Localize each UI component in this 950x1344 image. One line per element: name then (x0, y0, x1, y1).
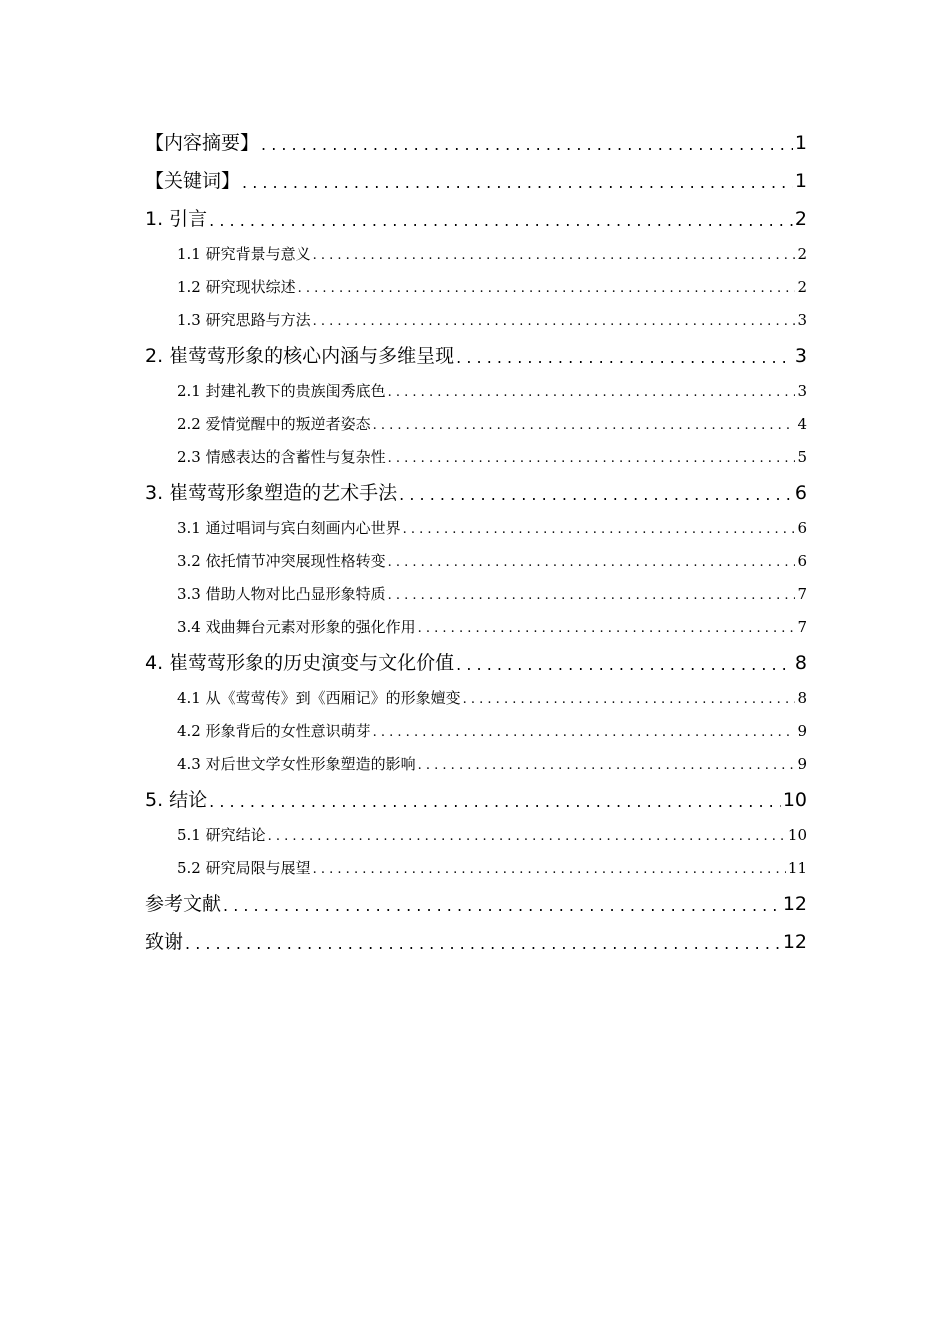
toc-entry-title: 5.1 研究结论 (177, 826, 266, 844)
toc-entry-page: 7 (797, 585, 807, 603)
toc-entry-section-4-1[interactable] (145, 673, 807, 706)
toc-entry-chapter-2[interactable] (145, 328, 807, 366)
toc-entry-page: 8 (797, 689, 807, 707)
toc-entry-title: 3. 崔莺莺形象塑造的艺术手法 (145, 482, 398, 504)
toc-entry-page: 5 (797, 448, 807, 466)
dot-leader (185, 936, 781, 952)
toc-entry-page: 1 (794, 170, 807, 192)
dot-leader (242, 175, 793, 191)
dot-leader (456, 350, 793, 366)
toc-entry-title: 3.2 依托情节冲突展现性格转变 (177, 552, 386, 570)
toc-entry-section-3-1[interactable] (145, 503, 807, 536)
toc-entry-title: 3.4 戏曲舞台元素对形象的强化作用 (177, 618, 416, 636)
toc-entry-page: 1 (794, 132, 807, 154)
toc-entry-chapter-4[interactable] (145, 635, 807, 673)
toc-entry-section-3-3[interactable] (145, 569, 807, 602)
dot-leader (388, 589, 796, 602)
toc-entry-section-4-3[interactable] (145, 739, 807, 772)
toc-entry-chapter-1[interactable] (145, 191, 807, 229)
dot-leader (373, 726, 796, 739)
dot-leader (418, 622, 796, 635)
toc-entry-title: 1.1 研究背景与意义 (177, 245, 311, 263)
toc-entry-title: 【内容摘要】 (145, 132, 260, 154)
toc-entry-section-5-1[interactable] (145, 810, 807, 843)
toc-entry-title: 3.1 通过唱词与宾白刻画内心世界 (177, 519, 401, 537)
toc-entry-title: 5.2 研究局限与展望 (177, 859, 311, 877)
toc-entry-page: 9 (797, 755, 807, 773)
table-of-contents (145, 115, 807, 952)
toc-entry-page: 3 (794, 345, 807, 367)
toc-entry-page: 2 (797, 278, 807, 296)
dot-leader (261, 137, 793, 153)
dot-leader (388, 452, 796, 465)
toc-entry-title: 【关键词】 (145, 170, 241, 192)
toc-entry-title: 1.2 研究现状综述 (177, 278, 296, 296)
toc-entry-page: 7 (797, 618, 807, 636)
toc-entry-section-3-2[interactable] (145, 536, 807, 569)
dot-leader (373, 419, 796, 432)
toc-entry-page: 11 (787, 859, 807, 877)
toc-entry-page: 8 (794, 652, 807, 674)
toc-entry-page: 3 (797, 382, 807, 400)
toc-entry-page: 2 (794, 208, 807, 230)
dot-leader (418, 759, 796, 772)
dot-leader (209, 213, 793, 229)
toc-entry-section-5-2[interactable] (145, 843, 807, 876)
toc-entry-abstract[interactable] (145, 115, 807, 153)
toc-entry-page: 10 (782, 789, 807, 811)
toc-entry-title: 2. 崔莺莺形象的核心内涵与多维呈现 (145, 345, 455, 367)
toc-entry-page: 6 (797, 552, 807, 570)
dot-leader (298, 282, 796, 295)
toc-entry-section-2-2[interactable] (145, 399, 807, 432)
toc-entry-section-1-2[interactable] (145, 262, 807, 295)
dot-leader (388, 386, 796, 399)
toc-entry-page: 12 (782, 931, 807, 953)
dot-leader (463, 693, 796, 706)
toc-entry-title: 4.2 形象背后的女性意识萌芽 (177, 722, 371, 740)
toc-entry-keywords[interactable] (145, 153, 807, 191)
toc-entry-title: 4.3 对后世文学女性形象塑造的影响 (177, 755, 416, 773)
toc-entry-page: 6 (797, 519, 807, 537)
toc-entry-title: 致谢 (145, 931, 184, 953)
toc-entry-section-2-3[interactable] (145, 432, 807, 465)
toc-entry-title: 5. 结论 (145, 789, 208, 811)
toc-entry-title: 2.3 情感表达的含蓄性与复杂性 (177, 448, 386, 466)
toc-entry-section-4-2[interactable] (145, 706, 807, 739)
dot-leader (313, 249, 796, 262)
toc-entry-page: 3 (797, 311, 807, 329)
dot-leader (268, 830, 786, 843)
toc-entry-title: 参考文献 (145, 893, 222, 915)
toc-entry-title: 2.2 爱情觉醒中的叛逆者姿态 (177, 415, 371, 433)
toc-entry-acknowledgements[interactable] (145, 914, 807, 952)
toc-entry-references[interactable] (145, 876, 807, 914)
toc-entry-section-3-4[interactable] (145, 602, 807, 635)
toc-entry-title: 2.1 封建礼教下的贵族闺秀底色 (177, 382, 386, 400)
dot-leader (403, 523, 796, 536)
dot-leader (399, 487, 793, 503)
toc-entry-title: 4. 崔莺莺形象的历史演变与文化价值 (145, 652, 455, 674)
toc-entry-page: 9 (797, 722, 807, 740)
toc-entry-title: 3.3 借助人物对比凸显形象特质 (177, 585, 386, 603)
dot-leader (456, 657, 793, 673)
toc-entry-title: 1. 引言 (145, 208, 208, 230)
toc-entry-page: 12 (782, 893, 807, 915)
toc-entry-title: 4.1 从《莺莺传》到《西厢记》的形象嬗变 (177, 689, 461, 707)
toc-entry-page: 2 (797, 245, 807, 263)
toc-entry-page: 4 (797, 415, 807, 433)
dot-leader (313, 315, 796, 328)
toc-entry-page: 10 (787, 826, 807, 844)
dot-leader (209, 794, 781, 810)
dot-leader (223, 898, 781, 914)
toc-entry-chapter-3[interactable] (145, 465, 807, 503)
toc-entry-chapter-5[interactable] (145, 772, 807, 810)
toc-entry-section-1-3[interactable] (145, 295, 807, 328)
toc-entry-page: 6 (794, 482, 807, 504)
toc-entry-section-1-1[interactable] (145, 229, 807, 262)
dot-leader (388, 556, 796, 569)
toc-entry-section-2-1[interactable] (145, 366, 807, 399)
toc-entry-title: 1.3 研究思路与方法 (177, 311, 311, 329)
dot-leader (313, 863, 786, 876)
